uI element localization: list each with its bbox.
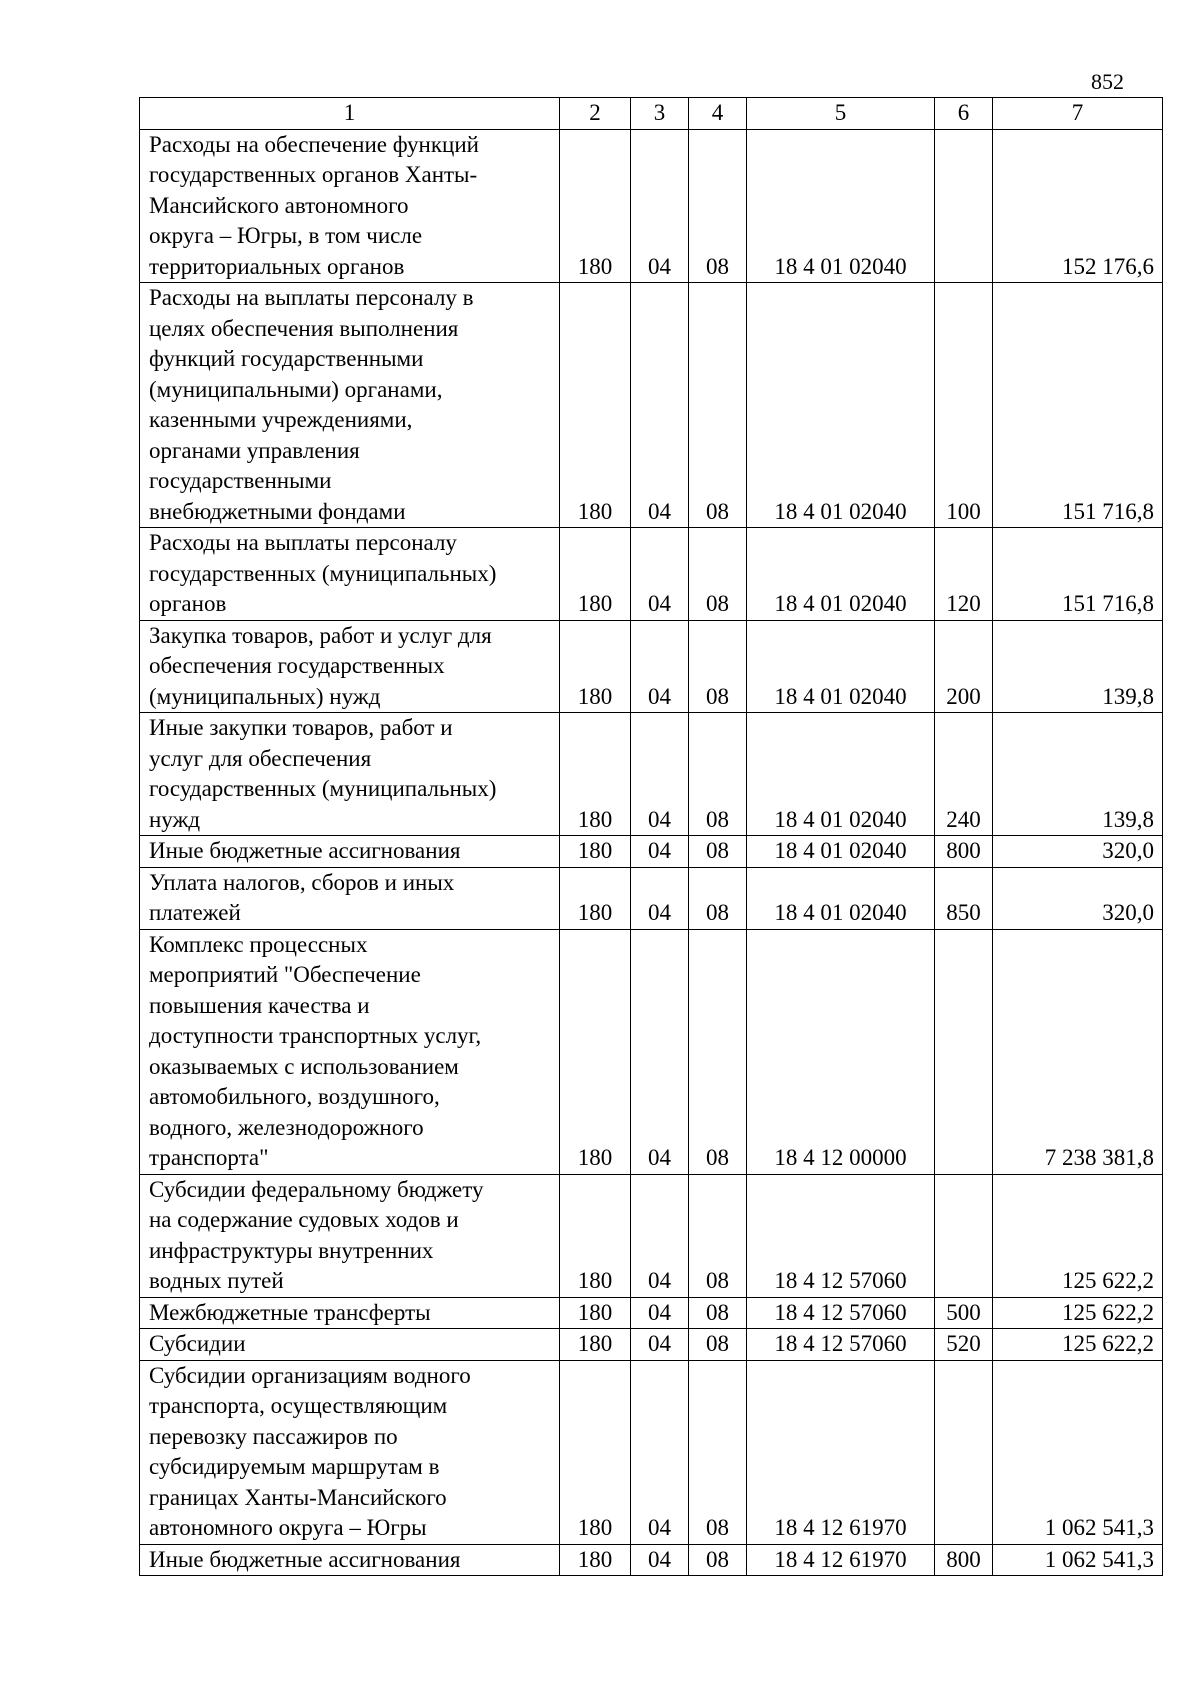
description-line: транспорта" bbox=[149, 1145, 269, 1170]
description-line: (муниципальными) органами, bbox=[149, 376, 443, 402]
cell-col-3: 04 bbox=[631, 1360, 689, 1544]
description-line: Субсидии федеральному бюджету bbox=[149, 1176, 484, 1202]
cell-col-6: 120 bbox=[935, 528, 993, 621]
cell-col-7: 151 716,8 bbox=[993, 283, 1163, 528]
cell-col-4: 08 bbox=[689, 929, 747, 1174]
row-description bbox=[140, 283, 560, 528]
header-row bbox=[140, 98, 1163, 130]
cell-col-4: 08 bbox=[689, 283, 747, 528]
cell-col-7: 125 622,2 bbox=[993, 1174, 1163, 1297]
description-line: Комплекс процессных bbox=[149, 931, 368, 957]
cell-col-3: 04 bbox=[631, 867, 689, 929]
cell-col-2: 180 bbox=[560, 713, 631, 836]
description-line: нужд bbox=[149, 806, 201, 832]
cell-col-4: 08 bbox=[689, 620, 747, 713]
row-description bbox=[140, 1297, 560, 1329]
description-line: функций государственными bbox=[149, 346, 424, 371]
cell-col-3: 04 bbox=[631, 1329, 689, 1361]
description-line: Мансийского автономного bbox=[149, 192, 409, 218]
cell-col-3: 04 bbox=[631, 929, 689, 1174]
table-row bbox=[140, 1297, 1163, 1329]
cell-col-4: 08 bbox=[689, 1297, 747, 1329]
description-line: Уплата налогов, сборов и иных bbox=[149, 869, 455, 895]
cell-col-2: 180 bbox=[560, 1297, 631, 1329]
cell-col-5: 18 4 12 57060 bbox=[747, 1329, 935, 1361]
cell-col-5: 18 4 01 02040 bbox=[747, 867, 935, 929]
cell-col-3: 04 bbox=[631, 1174, 689, 1297]
cell-col-5: 18 4 01 02040 bbox=[747, 528, 935, 621]
cell-col-2: 180 bbox=[560, 1174, 631, 1297]
cell-col-4: 08 bbox=[689, 1544, 747, 1576]
table-row bbox=[140, 929, 1163, 1174]
description-line: повышения качества и bbox=[149, 992, 370, 1018]
description-line: Расходы на обеспечение функций bbox=[149, 131, 479, 157]
description-line: перевозку пассажиров по bbox=[149, 1423, 398, 1449]
description-line: Иные бюджетные ассигнования bbox=[149, 838, 461, 863]
cell-col-6: 520 bbox=[935, 1329, 993, 1361]
cell-col-5: 18 4 12 61970 bbox=[747, 1544, 935, 1576]
row-description bbox=[140, 1544, 560, 1576]
cell-col-7: 320,0 bbox=[993, 836, 1163, 868]
description-line: водного, железнодорожного bbox=[149, 1114, 424, 1140]
row-description bbox=[140, 713, 560, 836]
cell-col-4: 08 bbox=[689, 836, 747, 868]
cell-col-6 bbox=[935, 1360, 993, 1544]
table-row bbox=[140, 283, 1163, 528]
description-line: на содержание судовых ходов и bbox=[149, 1207, 459, 1232]
row-description bbox=[140, 129, 560, 283]
cell-col-3: 04 bbox=[631, 1297, 689, 1329]
cell-col-7: 139,8 bbox=[993, 620, 1163, 713]
header-cell-2: 2 bbox=[560, 98, 631, 130]
table-row bbox=[140, 713, 1163, 836]
description-line: казенными учреждениями, bbox=[149, 407, 413, 432]
cell-col-6: 500 bbox=[935, 1297, 993, 1329]
description-line: Субсидии bbox=[149, 1331, 246, 1356]
description-line: услуг для обеспечения bbox=[149, 745, 372, 771]
row-description bbox=[140, 1329, 560, 1361]
cell-col-7: 125 622,2 bbox=[993, 1297, 1163, 1329]
description-line: платежей bbox=[149, 900, 241, 925]
cell-col-5: 18 4 12 57060 bbox=[747, 1174, 935, 1297]
header-cell-1: 1 bbox=[140, 98, 560, 130]
table-body bbox=[140, 98, 1163, 1576]
cell-col-7: 125 622,2 bbox=[993, 1329, 1163, 1361]
cell-col-4: 08 bbox=[689, 1360, 747, 1544]
description-line: государственными bbox=[149, 468, 332, 493]
page-number: 852 bbox=[1091, 69, 1124, 94]
description-line: субсидируемым маршрутам в bbox=[149, 1454, 440, 1479]
description-line: государственных (муниципальных) bbox=[149, 776, 497, 801]
budget-table bbox=[139, 97, 1163, 1576]
table-row bbox=[140, 129, 1163, 283]
cell-col-5: 18 4 01 02040 bbox=[747, 836, 935, 868]
table-row bbox=[140, 1174, 1163, 1297]
cell-col-2: 180 bbox=[560, 129, 631, 283]
description-line: (муниципальных) нужд bbox=[149, 683, 381, 709]
description-line: Закупка товаров, работ и услуг для bbox=[149, 622, 492, 648]
description-line: территориальных органов bbox=[149, 253, 405, 279]
cell-col-4: 08 bbox=[689, 129, 747, 283]
cell-col-4: 08 bbox=[689, 1174, 747, 1297]
cell-col-2: 180 bbox=[560, 1360, 631, 1544]
row-description bbox=[140, 929, 560, 1174]
cell-col-7: 152 176,6 bbox=[993, 129, 1163, 283]
description-line: водных путей bbox=[149, 1268, 284, 1293]
description-line: Иные закупки товаров, работ и bbox=[149, 715, 453, 740]
cell-col-6: 200 bbox=[935, 620, 993, 713]
cell-col-2: 180 bbox=[560, 528, 631, 621]
header-cell-5: 5 bbox=[747, 98, 935, 130]
cell-col-3: 04 bbox=[631, 528, 689, 621]
cell-col-5: 18 4 01 02040 bbox=[747, 620, 935, 713]
description-line: автомобильного, воздушного, bbox=[149, 1084, 440, 1109]
description-line: государственных (муниципальных) bbox=[149, 560, 497, 586]
cell-col-3: 04 bbox=[631, 283, 689, 528]
table-row bbox=[140, 528, 1163, 621]
cell-col-7: 320,0 bbox=[993, 867, 1163, 929]
cell-col-3: 04 bbox=[631, 129, 689, 283]
description-line: государственных органов Ханты- bbox=[149, 162, 478, 187]
description-line: внебюджетными фондами bbox=[149, 498, 406, 524]
cell-col-2: 180 bbox=[560, 836, 631, 868]
header-cell-4: 4 bbox=[689, 98, 747, 130]
table-row bbox=[140, 1360, 1163, 1544]
cell-col-2: 180 bbox=[560, 867, 631, 929]
table-row bbox=[140, 867, 1163, 929]
cell-col-5: 18 4 01 02040 bbox=[747, 129, 935, 283]
description-line: целях обеспечения выполнения bbox=[149, 315, 459, 341]
description-line: Расходы на выплаты персоналу в bbox=[149, 285, 474, 310]
cell-col-6: 850 bbox=[935, 867, 993, 929]
description-line: округа – Югры, в том числе bbox=[149, 223, 423, 248]
description-line: инфраструктуры внутренних bbox=[149, 1237, 434, 1263]
table-row bbox=[140, 836, 1163, 868]
row-description bbox=[140, 836, 560, 868]
cell-col-2: 180 bbox=[560, 929, 631, 1174]
cell-col-5: 18 4 01 02040 bbox=[747, 713, 935, 836]
cell-col-6: 240 bbox=[935, 713, 993, 836]
row-description bbox=[140, 620, 560, 713]
row-description bbox=[140, 528, 560, 621]
description-line: Субсидии организациям водного bbox=[149, 1362, 471, 1388]
cell-col-2: 180 bbox=[560, 620, 631, 713]
cell-col-5: 18 4 12 57060 bbox=[747, 1297, 935, 1329]
cell-col-7: 7 238 381,8 bbox=[993, 929, 1163, 1174]
description-line: доступности транспортных услуг, bbox=[149, 1023, 482, 1048]
cell-col-4: 08 bbox=[689, 867, 747, 929]
cell-col-6 bbox=[935, 929, 993, 1174]
description-line: оказываемых с использованием bbox=[149, 1053, 459, 1079]
description-line: органами управления bbox=[149, 437, 360, 463]
description-line: обеспечения государственных bbox=[149, 653, 445, 678]
header-cell-6: 6 bbox=[935, 98, 993, 130]
description-line: Расходы на выплаты персоналу bbox=[149, 530, 457, 555]
header-cell-7: 7 bbox=[993, 98, 1163, 130]
description-line: автономного округа – Югры bbox=[149, 1515, 427, 1540]
cell-col-2: 180 bbox=[560, 1329, 631, 1361]
cell-col-6: 800 bbox=[935, 836, 993, 868]
table-row bbox=[140, 1329, 1163, 1361]
description-line: органов bbox=[149, 591, 227, 616]
cell-col-6 bbox=[935, 1174, 993, 1297]
cell-col-4: 08 bbox=[689, 713, 747, 836]
row-description bbox=[140, 867, 560, 929]
table-row bbox=[140, 1544, 1163, 1576]
description-line: границах Ханты-Мансийского bbox=[149, 1484, 447, 1510]
row-description bbox=[140, 1360, 560, 1544]
cell-col-7: 1 062 541,3 bbox=[993, 1544, 1163, 1576]
cell-col-4: 08 bbox=[689, 528, 747, 621]
description-line: транспорта, осуществляющим bbox=[149, 1393, 448, 1418]
cell-col-4: 08 bbox=[689, 1329, 747, 1361]
cell-col-3: 04 bbox=[631, 713, 689, 836]
cell-col-2: 180 bbox=[560, 1544, 631, 1576]
cell-col-5: 18 4 12 00000 bbox=[747, 929, 935, 1174]
cell-col-7: 1 062 541,3 bbox=[993, 1360, 1163, 1544]
cell-col-7: 139,8 bbox=[993, 713, 1163, 836]
cell-col-5: 18 4 12 61970 bbox=[747, 1360, 935, 1544]
description-line: Межбюджетные трансферты bbox=[149, 1299, 431, 1325]
cell-col-7: 151 716,8 bbox=[993, 528, 1163, 621]
cell-col-5: 18 4 01 02040 bbox=[747, 283, 935, 528]
description-line: Иные бюджетные ассигнования bbox=[149, 1546, 461, 1572]
cell-col-3: 04 bbox=[631, 836, 689, 868]
description-line: мероприятий "Обеспечение bbox=[149, 962, 421, 987]
cell-col-3: 04 bbox=[631, 1544, 689, 1576]
cell-col-6: 100 bbox=[935, 283, 993, 528]
table-row bbox=[140, 620, 1163, 713]
cell-col-3: 04 bbox=[631, 620, 689, 713]
cell-col-6: 800 bbox=[935, 1544, 993, 1576]
header-cell-3: 3 bbox=[631, 98, 689, 130]
cell-col-6 bbox=[935, 129, 993, 283]
row-description bbox=[140, 1174, 560, 1297]
cell-col-2: 180 bbox=[560, 283, 631, 528]
